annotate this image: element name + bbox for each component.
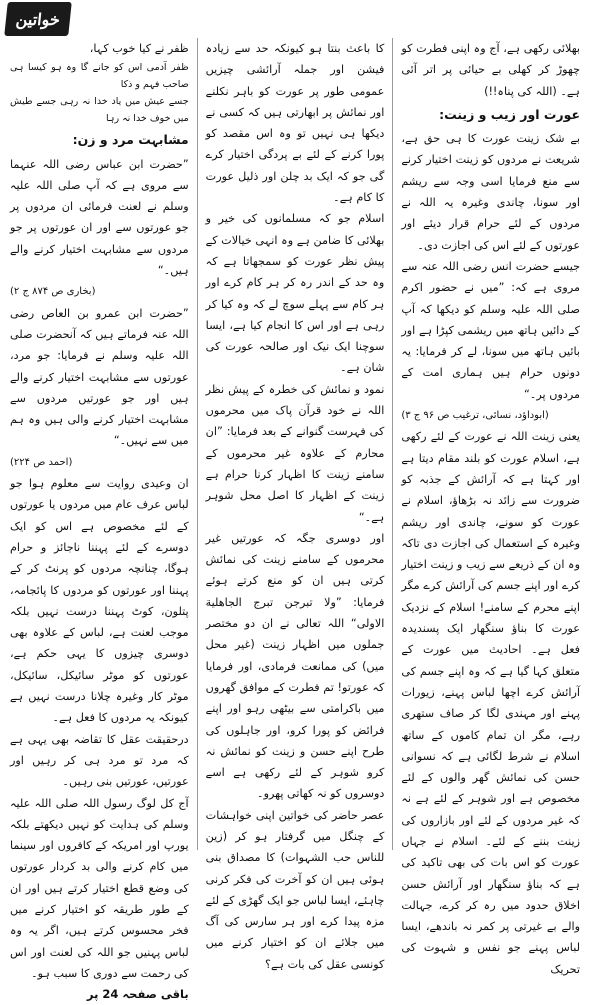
article-page [9, 38, 580, 1002]
paragraph: ”حضرت ابن عباس رضی اللہ عنہما سے مروی ہے کہ آپ صلی اللہ علیہ وسلم نے لعنت فرمائی ان مردوں پر جو عورتوں سے اور ان عورتوں پر جو مردوں سے مشابہت اختیار کرنے والے ہیں۔“ [9, 157, 189, 278]
section-heading: مشابہت مرد و زن: [72, 132, 189, 148]
paragraph: ان وعیدی روایت سے معلوم ہوا جو لباس عرف عام میں مردوں یا عورتوں کے لئے مخصوص ہے اس کو ایک دوسرے کے لئے پہننا ناجائز و حرام ہوگا، چنانچہ مردوں کو پرنٹ کر کے پہننا اور عورتوں کو مردوں کا پائجامہ، پتلون، کوٹ پہننا درست نہیں بلکہ موجب لعنت ہے، لباس کے علاوہ بھی دوسری چیزوں کا یہی حکم ہے، عورتوں کو موٹر سائیکل، سائیکل، موٹر کار وغیرہ چلانا درست نہیں ہے کیونکہ یہ مردوں کا فعل ہے۔ [9, 477, 189, 725]
paragraph: ”حضرت ابن عمرو بن العاص رضی اللہ عنہ فرماتے ہیں کہ آنحضرت صلی اللہ علیہ وسلم نے فرمایا: جو مرد، عورتوں سے مشابہت اختیار کرنے والے ہیں اور جو عورتیں مردوں سے مشابہت اختیار کرنے والی ہیں وہ ہم میں سے نہیں۔“ [9, 306, 189, 448]
paragraph: نمود و نمائش کی خطرہ کے پیش نظر اللہ نے خود قرآن پاک میں محرموں کی فہرست گنوانے کے بعد فرمایا: ”ان محارم کے علاوہ غیر محرموں کے سامنے زینت کا اظہار کرنا حرام ہے زینت کے اظہار کا اصل محل شوہر ہے۔“ [205, 382, 385, 524]
page-header [0, 0, 590, 40]
column-divider [392, 38, 393, 850]
paragraph: جیسے حضرت انس رضی اللہ عنہ سے مروی ہے کہ: ”میں نے حضور اکرم صلی اللہ علیہ وسلم کو دیکھا کہ آپ کے دائیں ہاتھ میں ریشمی کپڑا ہے اور بائیں ہاتھ میں سونا، لے کر فرمایا: یہ دونوں حرام ہیں ہماری امت کے مردوں پر۔“ [401, 259, 580, 401]
paragraph: بے شک زینت عورت کا ہی حق ہے، شریعت نے مردوں کو زینت اختیار کرنے سے منع فرمایا اسی وجہ سے ریشم اور سونا، چاندی وغیرہ یہ اللہ نے مردوں کے لئے حرام قرار دیئے اور عورتوں کے لئے اس کی اجازت دی۔ [401, 132, 580, 252]
magazine-logo: خواتین [4, 2, 72, 36]
column-middle [205, 38, 385, 971]
paragraph: آج کل لوگ رسول اللہ صلی اللہ علیہ وسلم کی ہدایت کو نہیں دیکھتے بلکہ یورپ اور امریکہ کے کافروں اور سینما میں کام کرنے والی بد کردار عورتوں کی وضع قطع اختیار کرتے ہیں اور ان کے طور طریقہ کو اختیار کرنے میں فخر محسوس کرتے ہیں، اگر یہ وہ لباس پہنیں جو اللہ کی لعنت اور اس کی رحمت سے دوری کا سبب ہو۔ [9, 796, 189, 980]
column-left [9, 38, 189, 1002]
continued-note: باقی صفحہ 24 پر [86, 987, 189, 1002]
paragraph: یعنی زینت اللہ نے عورت کے لئے رکھی ہے، اسلام عورت کو بلند مقام دیتا ہے اور کہتا ہے کہ آرائش کے جذبہ کو ضرورت سے زائد نہ بڑھاؤ، اسلام نے عورت کو سونے، چاندی اور ریشم وغیرہ کے استعمال کی اجازت دی تاکہ وہ ان کے ذریعے سے زیب و زینت اختیار کرے اور اپنے جسم کی آرائش کرے مگر اپنے محرم کے سامنے! اسلام کے نزدیک عورت کا بناؤ سنگھار ایک پسندیدہ فعل ہے۔ احادیث میں عورت کے متعلق کہا گیا ہے کہ وہ اپنے جسم کی آرائش کرے اچھا لباس پہنے، زیورات پہنے اور مہندی لگا کر صاف ستھری رہے، مگر ان تمام کاموں کے ساتھ اسلام نے شرط لگائی ہے کہ نسوانی حسن کی نمائش گھر والوں کے لئے مخصوص ہے اور شوہر کے لئے ہے نہ کہ غیر مردوں کے لئے اور بازاروں کی زینت بننے کے لئے۔ اسلام نے جہاں عورت کو اس بات کی بھی تاکید کی ہے کہ بناؤ سنگھار اور آرائش حسن اخلاق حدود میں رہ کر کرے، جہالت والے بے غیرتی پر کمر نہ باندھے، ایسا لباس پہنے جو نفس و شہوت کی تحریک [401, 430, 580, 976]
section-heading: عورت اور زیب و زینت: [439, 106, 580, 122]
verse-intro: ظفر نے کیا خوب کہا، [89, 42, 189, 55]
column-divider [197, 38, 198, 850]
paragraph: کا باعث بنتا ہو کیونکہ حد سے زیادہ فیشن اور جملہ آرائشی چیزیں عمومی طور پر عورت کو باہر نکلنے اور نمائش پر ابھارتی ہیں کہ کسی نے دیکھا ہی نہیں تو وہ اس مقصد کو پورا کرنے کے لئے بے پردگی اختیار کرے گی جو کہ ایک بد چلن اور ذلیل عورت کا کام ہے۔ [205, 42, 385, 205]
reference: (بخاری ص ۸۷۴ ج ۲) [9, 286, 96, 298]
paragraph: درحقیقت عقل کا تقاضہ بھی یہی ہے کہ مرد تو مرد ہی کر رہیں اور عورتیں، عورتیں بنی رہیں۔ [9, 732, 189, 789]
verse-line: جسے عیش میں یاد خدا نہ رہی جسے طیش میں خوف خدا نہ رہا [9, 96, 189, 125]
reference: (ابوداؤد، نسائی، ترغیب ص ۹۶ ج ۳) [401, 410, 549, 422]
paragraph: اسلام جو کہ مسلمانوں کی خیر و بھلائی کا ضامن ہے وہ انہی خیالات کے پیش نظر عورت کو سمجھاتا ہے کہ وہ حد کے اندر رہ کر ہر کام کرے اور ہر کام سے پہلے سوچ لے کہ وہ کیا کر رہی ہے اور اس کا انجام کیا ہے، ایسا سوچنا ایک نیک اور صالحہ عورت کی شان ہے۔ [205, 212, 385, 375]
paragraph: اور دوسری جگہ کہ عورتیں غیر محرموں کے سامنے زینت کی نمائش کرتی ہیں ان کو منع کرتے ہوئے فرمایا: ”ولا تبرجن تبرج الجاهلية الاولى“ اللہ تعالی نے ان دو مختصر جملوں میں اظہار زینت (غیر محل میں) کی ممانعت فرمادی، اور فرمایا کہ عورتو! تم فطرت کے موافق گھروں میں باکرامتی سے بیٹھی رہو اور اپنے فرائض کو پورا کرو، اور جاہلوں کی طرح اپنے حسن و زینت کو نمائش نہ کرو شوہر کے لئے رکھی ہے اسے دوسروں کو نہ کھاتی پھرو۔ [205, 531, 385, 801]
paragraph: عصر حاضر کی خواتین اپنی خواہشات کے چنگل میں گرفتار ہو کر (زین للناس حب الشہوات) کا مصداق بنی ہوئی ہیں ان کو آخرت کی فکر کرنی چاہئے، ایسا لباس جو ایک گھڑی کے لئے مزہ پیدا کرے اور ہر سارس کی آگ میں جلائے ان کو اختیار کرنے میں کونسی عقل کی بات ہے؟ [205, 808, 385, 971]
verse-line: ظفر آدمی اس کو جانے گا وہ ہو کیسا ہی صاحب فہم و ذکا [9, 62, 189, 91]
paragraph: بھلائی رکھی ہے، آج وہ اپنی فطرت کو چھوڑ کر کھلی بے حیائی پر اتر آئی ہے۔ (اللہ کی پناہ!!) [401, 42, 580, 98]
reference: (احمد ص ۲۲۴) [9, 456, 73, 468]
column-right [401, 38, 580, 976]
